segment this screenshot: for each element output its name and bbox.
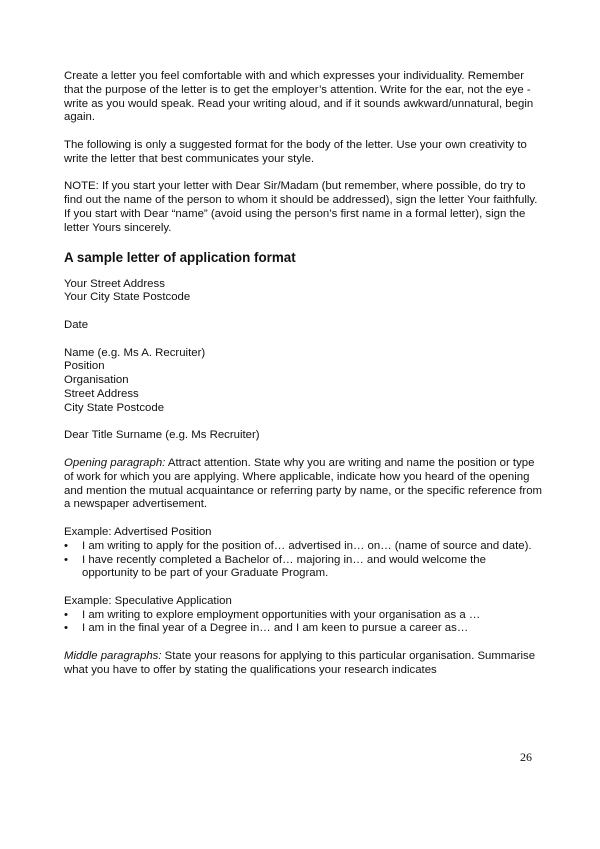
middle-paragraph (64, 650, 544, 678)
middle-label: Middle paragraphs: (64, 650, 162, 663)
intro-paragraph-1: Create a letter you feel comfortable with and which expresses your individuality. Remember that the purpose of the letter is to get the employer’s attention. Write for the ear, not the eye - write as you would speak. Read your writing aloud, and if it sounds awkward/unnatural, begin again. (64, 70, 534, 124)
list-item: • I am writing to apply for the position of… advertised in… on… (name of source and date). (64, 539, 532, 552)
bullet-icon: • (64, 622, 68, 635)
example-advertised (64, 526, 544, 581)
bullet-list (64, 540, 544, 581)
bullet-icon: • (64, 553, 68, 566)
bullet-list (64, 609, 544, 637)
opening-paragraph (64, 457, 544, 512)
note-paragraph: NOTE: If you start your letter with Dear Sir/Madam (but remember, where possible, do try to find out the name of the person to whom it should be addressed), sign the letter Your faithfully. If you start with Dear “name” (avoid using the person’s first name in a formal letter), sign the letter Yours sincerely. (64, 180, 538, 234)
recipient-line: Street Address (64, 387, 139, 400)
address-line: Your City State Postcode (64, 291, 191, 304)
recipient-line: City State Postcode (64, 401, 165, 414)
example-title: Example: Speculative Application (64, 594, 232, 607)
date-line: Date (64, 318, 89, 331)
section-heading: A sample letter of application format (64, 249, 296, 265)
list-item: • I am writing to explore employment opportunities with your organisation as a … (64, 608, 481, 621)
bullet-icon: • (64, 539, 68, 552)
opening-text: Attract attention. State why you are writing and name the position or type of work for which you are applying. Where applicable, indicate how you heard of the opening and mention the mutual acquaintance or referring party by name, or the specific reference from a newspaper advertisement. (64, 456, 543, 511)
recipient-line: Organisation (64, 374, 129, 387)
bullet-icon: • (64, 608, 68, 621)
middle-text: State your reasons for applying to this particular organisation. Summarise what you have to offer by stating the qualifications your research indicates (64, 650, 536, 676)
recipient-line: Position (64, 360, 105, 373)
address-line: Your Street Address (64, 277, 165, 290)
intro-paragraph-2: The following is only a suggested format for the body of the letter. Use your own creativity to write the letter that best communicates your style. (64, 138, 527, 165)
example-speculative (64, 595, 544, 636)
recipient-line: Name (e.g. Ms A. Recruiter) (64, 346, 206, 359)
page-number: 26 (520, 750, 532, 764)
salutation-line: Dear Title Surname (e.g. Ms Recruiter) (64, 429, 260, 442)
list-item: • I have recently completed a Bachelor of… majoring in… and would welcome the opportunity to be part of your Graduate Program. (64, 553, 486, 580)
example-title: Example: Advertised Position (64, 525, 212, 538)
sender-address (64, 278, 544, 306)
list-item: • I am in the final year of a Degree in… and I am keen to pursue a career as… (64, 622, 469, 635)
recipient-address (64, 347, 544, 416)
document-page (64, 70, 544, 678)
opening-label: Opening paragraph: (64, 456, 166, 469)
